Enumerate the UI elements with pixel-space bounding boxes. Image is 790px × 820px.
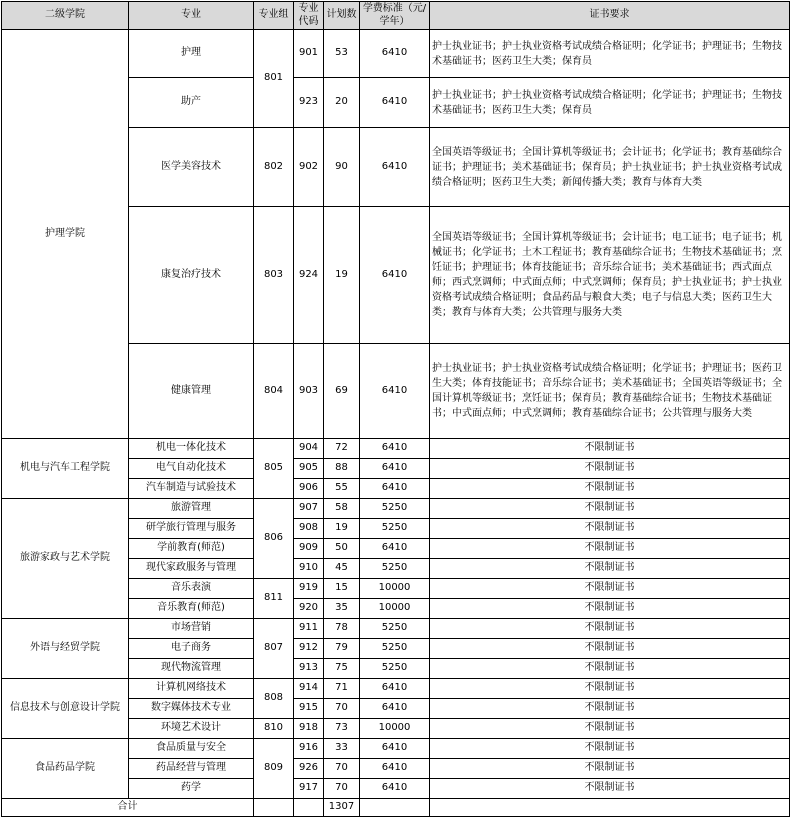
group-cell: 801 xyxy=(254,30,294,128)
header-row xyxy=(2,2,790,30)
major-cell: 助产 xyxy=(129,78,254,128)
plan-cell: 20 xyxy=(324,78,360,128)
fee-cell: 10000 xyxy=(360,599,430,619)
major-cell: 药学 xyxy=(129,779,254,799)
fee-cell: 6410 xyxy=(360,344,430,439)
code-cell: 905 xyxy=(294,459,324,479)
plan-cell: 53 xyxy=(324,30,360,78)
plan-cell: 79 xyxy=(324,639,360,659)
header-major: 专业 xyxy=(129,2,254,30)
fee-cell: 6410 xyxy=(360,679,430,699)
plan-cell: 19 xyxy=(324,519,360,539)
code-cell: 917 xyxy=(294,779,324,799)
major-cell: 市场营销 xyxy=(129,619,254,639)
total-empty-cert xyxy=(430,799,790,817)
header-college: 二级学院 xyxy=(2,2,129,30)
group-cell: 803 xyxy=(254,207,294,344)
code-cell: 923 xyxy=(294,78,324,128)
code-cell: 916 xyxy=(294,739,324,759)
fee-cell: 6410 xyxy=(360,78,430,128)
major-cell: 现代家政服务与管理 xyxy=(129,559,254,579)
plan-cell: 70 xyxy=(324,779,360,799)
cert-cell: 不限制证书 xyxy=(430,599,790,619)
code-cell: 910 xyxy=(294,559,324,579)
group-cell: 810 xyxy=(254,719,294,739)
major-cell: 环境艺术设计 xyxy=(129,719,254,739)
college-cell: 信息技术与创意设计学院 xyxy=(2,679,129,739)
major-cell: 食品质量与安全 xyxy=(129,739,254,759)
group-cell: 811 xyxy=(254,579,294,619)
code-cell: 911 xyxy=(294,619,324,639)
cert-cell: 不限制证书 xyxy=(430,699,790,719)
major-cell: 汽车制造与试验技术 xyxy=(129,479,254,499)
plan-cell: 35 xyxy=(324,599,360,619)
fee-cell: 6410 xyxy=(360,479,430,499)
code-cell: 918 xyxy=(294,719,324,739)
cert-cell: 不限制证书 xyxy=(430,439,790,459)
major-cell: 研学旅行管理与服务 xyxy=(129,519,254,539)
plan-cell: 33 xyxy=(324,739,360,759)
fee-cell: 5250 xyxy=(360,499,430,519)
code-cell: 919 xyxy=(294,579,324,599)
fee-cell: 5250 xyxy=(360,639,430,659)
enrollment-table xyxy=(1,1,790,817)
plan-cell: 73 xyxy=(324,719,360,739)
cert-cell: 不限制证书 xyxy=(430,659,790,679)
fee-cell: 6410 xyxy=(360,30,430,78)
header-code: 专业代码 xyxy=(294,2,324,30)
cert-cell: 不限制证书 xyxy=(430,519,790,539)
total-empty-fee xyxy=(360,799,430,817)
cert-cell: 全国英语等级证书；全国计算机等级证书；会计证书；化学证书；教育基础综合证书；护理证书；美术基础证书；保育员；护士执业证书；护士执业资格考试成绩合格证明；医药卫生大类；新闻传播大类；教育与体育大类 xyxy=(430,128,790,207)
cert-cell: 不限制证书 xyxy=(430,759,790,779)
cert-cell: 不限制证书 xyxy=(430,499,790,519)
plan-cell: 15 xyxy=(324,579,360,599)
plan-cell: 70 xyxy=(324,759,360,779)
cert-cell: 全国英语等级证书；全国计算机等级证书；会计证书；电工证书；电子证书；机械证书；化学证书；土木工程证书；教育基础综合证书；生物技术基础证书；烹饪证书；护理证书；体育技能证书；音乐综合证书；美术基础证书；西式面点师；西式烹调师；中式面点师；中式烹调师；保育员；护士执业证书；护士执业资格考试成绩合格证明；食品药品与粮食大类；电子与信息大类；医药卫生大类；教育与体育大类；公共管理与服务大类 xyxy=(430,207,790,344)
header-plan: 计划数 xyxy=(324,2,360,30)
code-cell: 907 xyxy=(294,499,324,519)
group-cell: 802 xyxy=(254,128,294,207)
cert-cell: 护士执业证书；护士执业资格考试成绩合格证明；化学证书；护理证书；生物技术基础证书；医药卫生大类；保育员 xyxy=(430,78,790,128)
cert-cell: 不限制证书 xyxy=(430,719,790,739)
cert-cell: 不限制证书 xyxy=(430,559,790,579)
table-row xyxy=(2,679,790,699)
fee-cell: 10000 xyxy=(360,719,430,739)
code-cell: 903 xyxy=(294,344,324,439)
group-cell: 809 xyxy=(254,739,294,799)
group-cell: 805 xyxy=(254,439,294,499)
major-cell: 电子商务 xyxy=(129,639,254,659)
major-cell: 药品经营与管理 xyxy=(129,759,254,779)
plan-cell: 75 xyxy=(324,659,360,679)
header-group: 专业组 xyxy=(254,2,294,30)
plan-cell: 58 xyxy=(324,499,360,519)
table-row xyxy=(2,30,790,78)
major-cell: 健康管理 xyxy=(129,344,254,439)
major-cell: 数字媒体技术专业 xyxy=(129,699,254,719)
plan-cell: 19 xyxy=(324,207,360,344)
cert-cell: 不限制证书 xyxy=(430,619,790,639)
cert-cell: 护士执业证书；护士执业资格考试成绩合格证明；化学证书；护理证书；医药卫生大类；体育技能证书；音乐综合证书；美术基础证书；全国英语等级证书；全国计算机等级证书；烹饪证书；保育员；教育基础综合证书；生物技术基础证书；中式面点师；中式烹调师；教育基础综合证书；公共管理与服务大类 xyxy=(430,344,790,439)
fee-cell: 6410 xyxy=(360,739,430,759)
fee-cell: 5250 xyxy=(360,559,430,579)
plan-cell: 69 xyxy=(324,344,360,439)
group-cell: 807 xyxy=(254,619,294,679)
table-row xyxy=(2,499,790,519)
code-cell: 915 xyxy=(294,699,324,719)
fee-cell: 6410 xyxy=(360,539,430,559)
fee-cell: 6410 xyxy=(360,207,430,344)
fee-cell: 6410 xyxy=(360,439,430,459)
major-cell: 旅游管理 xyxy=(129,499,254,519)
total-label: 合计 xyxy=(2,799,254,817)
plan-cell: 88 xyxy=(324,459,360,479)
major-cell: 电气自动化技术 xyxy=(129,459,254,479)
plan-cell: 78 xyxy=(324,619,360,639)
major-cell: 医学美容技术 xyxy=(129,128,254,207)
table-row xyxy=(2,439,790,459)
fee-cell: 6410 xyxy=(360,128,430,207)
college-cell: 外语与经贸学院 xyxy=(2,619,129,679)
cert-cell: 不限制证书 xyxy=(430,459,790,479)
total-empty-code xyxy=(294,799,324,817)
header-fee: 学费标准（元/学年） xyxy=(360,2,430,30)
code-cell: 906 xyxy=(294,479,324,499)
plan-cell: 45 xyxy=(324,559,360,579)
cert-cell: 不限制证书 xyxy=(430,479,790,499)
college-cell: 机电与汽车工程学院 xyxy=(2,439,129,499)
header-cert: 证书要求 xyxy=(430,2,790,30)
total-row xyxy=(2,799,790,817)
code-cell: 912 xyxy=(294,639,324,659)
fee-cell: 10000 xyxy=(360,579,430,599)
table-row xyxy=(2,739,790,759)
fee-cell: 5250 xyxy=(360,659,430,679)
fee-cell: 5250 xyxy=(360,519,430,539)
major-cell: 音乐表演 xyxy=(129,579,254,599)
code-cell: 902 xyxy=(294,128,324,207)
cert-cell: 不限制证书 xyxy=(430,779,790,799)
college-cell: 食品药品学院 xyxy=(2,739,129,799)
group-cell: 806 xyxy=(254,499,294,579)
code-cell: 909 xyxy=(294,539,324,559)
plan-cell: 50 xyxy=(324,539,360,559)
group-cell: 804 xyxy=(254,344,294,439)
college-cell: 旅游家政与艺术学院 xyxy=(2,499,129,619)
major-cell: 护理 xyxy=(129,30,254,78)
major-cell: 康复治疗技术 xyxy=(129,207,254,344)
fee-cell: 6410 xyxy=(360,459,430,479)
plan-cell: 71 xyxy=(324,679,360,699)
total-plan: 1307 xyxy=(324,799,360,817)
cert-cell: 不限制证书 xyxy=(430,679,790,699)
group-cell: 808 xyxy=(254,679,294,719)
major-cell: 现代物流管理 xyxy=(129,659,254,679)
table-row xyxy=(2,619,790,639)
cert-cell: 护士执业证书；护士执业资格考试成绩合格证明；化学证书；护理证书；生物技术基础证书；医药卫生大类；保育员 xyxy=(430,30,790,78)
cert-cell: 不限制证书 xyxy=(430,579,790,599)
plan-cell: 90 xyxy=(324,128,360,207)
code-cell: 920 xyxy=(294,599,324,619)
code-cell: 904 xyxy=(294,439,324,459)
fee-cell: 5250 xyxy=(360,619,430,639)
fee-cell: 6410 xyxy=(360,759,430,779)
code-cell: 913 xyxy=(294,659,324,679)
fee-cell: 6410 xyxy=(360,699,430,719)
cert-cell: 不限制证书 xyxy=(430,539,790,559)
fee-cell: 6410 xyxy=(360,779,430,799)
plan-cell: 55 xyxy=(324,479,360,499)
plan-cell: 70 xyxy=(324,699,360,719)
code-cell: 914 xyxy=(294,679,324,699)
major-cell: 机电一体化技术 xyxy=(129,439,254,459)
plan-cell: 72 xyxy=(324,439,360,459)
major-cell: 音乐教育(师范) xyxy=(129,599,254,619)
code-cell: 924 xyxy=(294,207,324,344)
cert-cell: 不限制证书 xyxy=(430,639,790,659)
college-cell: 护理学院 xyxy=(2,30,129,439)
code-cell: 908 xyxy=(294,519,324,539)
major-cell: 学前教育(师范) xyxy=(129,539,254,559)
major-cell: 计算机网络技术 xyxy=(129,679,254,699)
total-empty-group xyxy=(254,799,294,817)
code-cell: 926 xyxy=(294,759,324,779)
cert-cell: 不限制证书 xyxy=(430,739,790,759)
code-cell: 901 xyxy=(294,30,324,78)
